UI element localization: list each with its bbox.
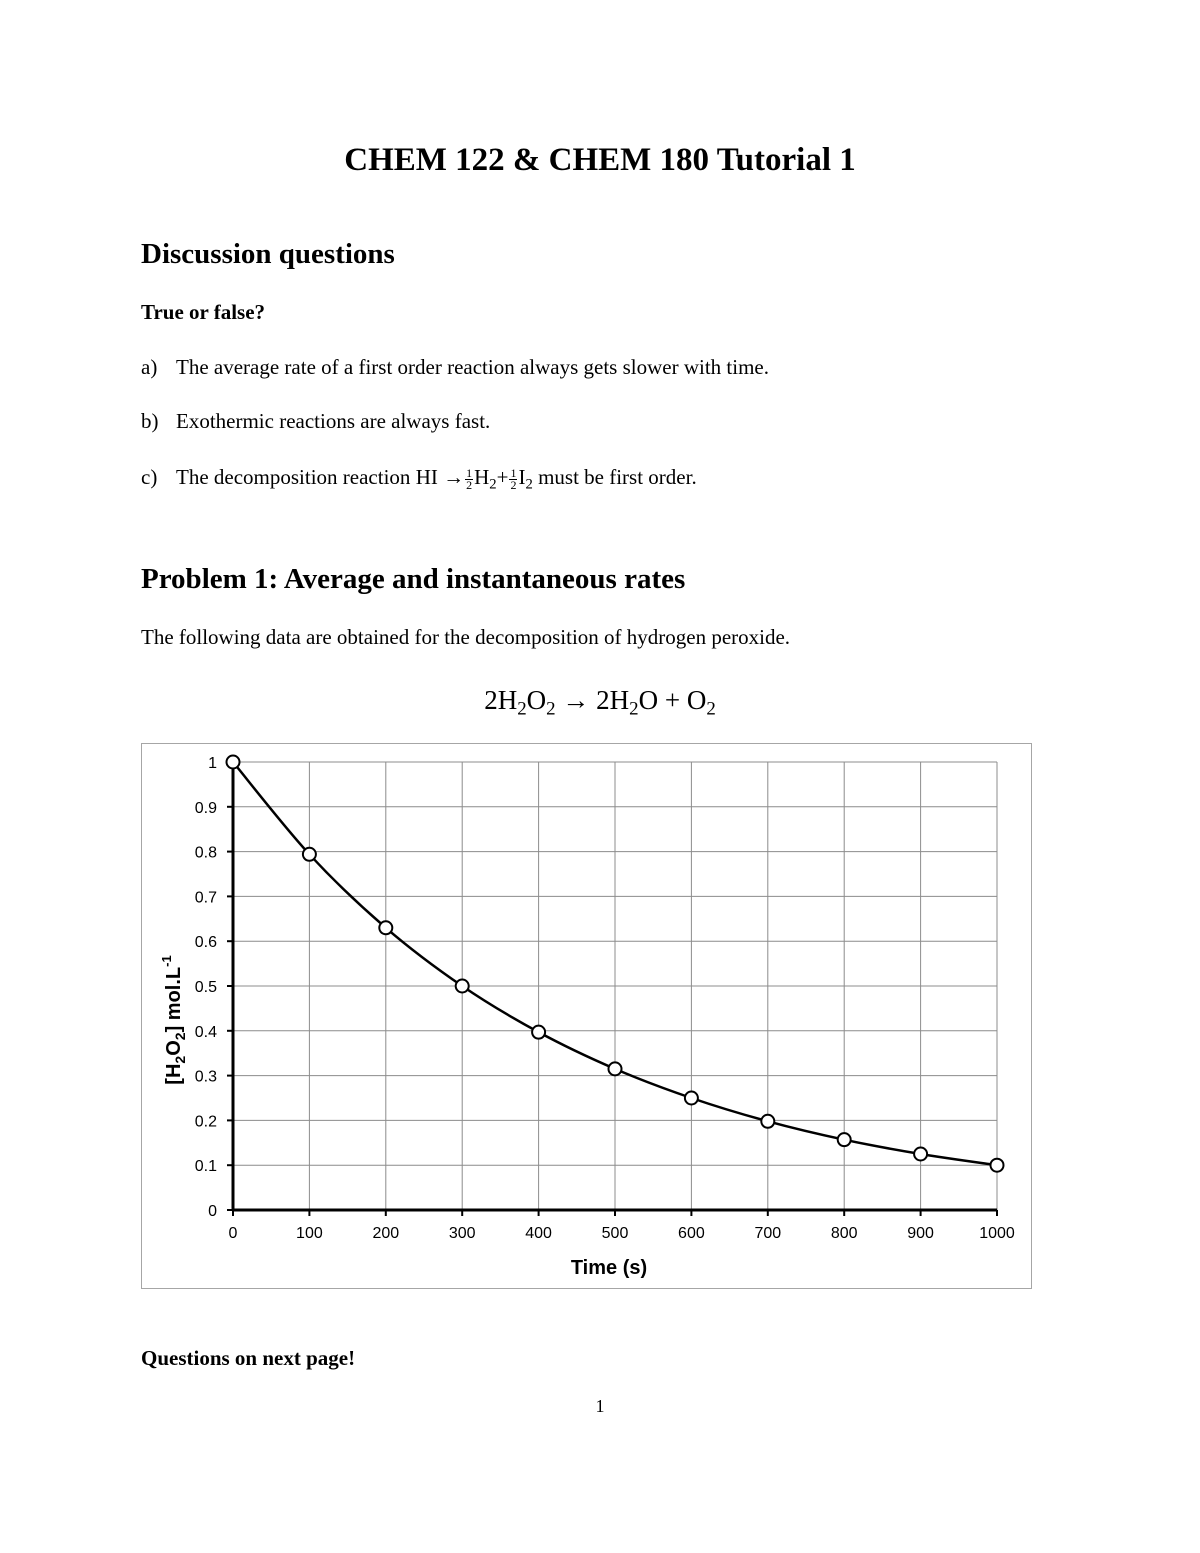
reactant: HI → (415, 465, 465, 489)
data-point (914, 1148, 927, 1161)
y-tick-label: 0.2 (194, 1113, 217, 1131)
x-tick-label: 0 (228, 1225, 238, 1242)
question-text-end: must be first order. (538, 465, 697, 489)
data-point (838, 1133, 851, 1146)
chemical-equation: $2H_2O_2 \to 2H_2O + O_2$ (484, 685, 716, 720)
footer-note: Questions on next page! (141, 1346, 356, 1370)
data-point (991, 1159, 1004, 1172)
x-tick-label: 500 (601, 1225, 629, 1242)
y-tick-label: 0.9 (194, 799, 217, 817)
x-tick-label: 900 (907, 1225, 934, 1242)
data-point (227, 756, 240, 769)
chart-container (141, 743, 1032, 1289)
question-a (141, 355, 769, 380)
x-tick-label: 300 (448, 1225, 476, 1242)
question-b (141, 409, 490, 434)
data-point (609, 1062, 622, 1075)
iodine: I (518, 465, 526, 489)
y-tick-label: 0.7 (194, 889, 217, 907)
x-tick-label: 200 (372, 1225, 400, 1242)
discussion-heading: Discussion questions (141, 238, 395, 270)
problem1-intro: The following data are obtained for the decomposition of hydrogen peroxide. (141, 625, 791, 649)
y-tick-label: 0.4 (194, 1023, 217, 1041)
page-number: 1 (595, 1396, 605, 1416)
page-title: CHEM 122 & CHEM 180 Tutorial 1 (344, 142, 856, 178)
concentration-chart (142, 744, 1031, 1288)
question-text: The average rate of a first order reaction always gets slower with time. (176, 355, 770, 379)
data-point (303, 848, 316, 861)
x-tick-label: 700 (754, 1225, 782, 1242)
problem1-heading: Problem 1: Average and instantaneous rates (141, 563, 686, 595)
y-tick-label: 0.3 (194, 1068, 217, 1086)
y-tick-label: 1 (208, 755, 217, 772)
y-tick-label: 0 (208, 1203, 217, 1220)
true-false-heading: True or false? (141, 300, 266, 324)
y-tick-label: 0.8 (194, 844, 217, 862)
subscript: 2 (525, 476, 533, 493)
tick-labels (195, 755, 1015, 1242)
data-point (685, 1092, 698, 1105)
hydrogen: H (474, 465, 490, 489)
data-point (532, 1026, 545, 1039)
data-point (379, 921, 392, 934)
question-label: c) (141, 465, 158, 489)
x-tick-label: 100 (296, 1225, 323, 1242)
question-text: The decomposition reaction (176, 465, 411, 489)
x-tick-label: 400 (525, 1225, 552, 1242)
question-label: a) (141, 355, 158, 379)
y-axis-title: $[H_2O_2]$ $mol.L^{-1}$ (159, 955, 188, 1085)
question-label: b) (141, 409, 159, 433)
x-tick-label: 600 (678, 1225, 705, 1242)
reaction-formula (415, 465, 538, 493)
question-text: Exothermic reactions are always fast. (176, 409, 491, 433)
plus: + (496, 465, 509, 489)
x-axis-title: Time (s) (570, 1257, 648, 1279)
y-tick-label: 0.1 (194, 1158, 217, 1176)
data-point (456, 980, 469, 993)
x-tick-label: 1000 (979, 1225, 1015, 1242)
x-tick-label: 800 (830, 1225, 858, 1242)
y-tick-label: 0.5 (194, 979, 217, 996)
data-point (761, 1115, 774, 1128)
y-tick-label: 0.6 (194, 934, 217, 952)
subscript: 2 (489, 476, 497, 493)
half-fraction: $\frac{1}{2}$ (466, 465, 473, 492)
grid (233, 762, 997, 1210)
half-fraction: $\frac{1}{2}$ (510, 465, 517, 492)
question-c (141, 465, 697, 491)
